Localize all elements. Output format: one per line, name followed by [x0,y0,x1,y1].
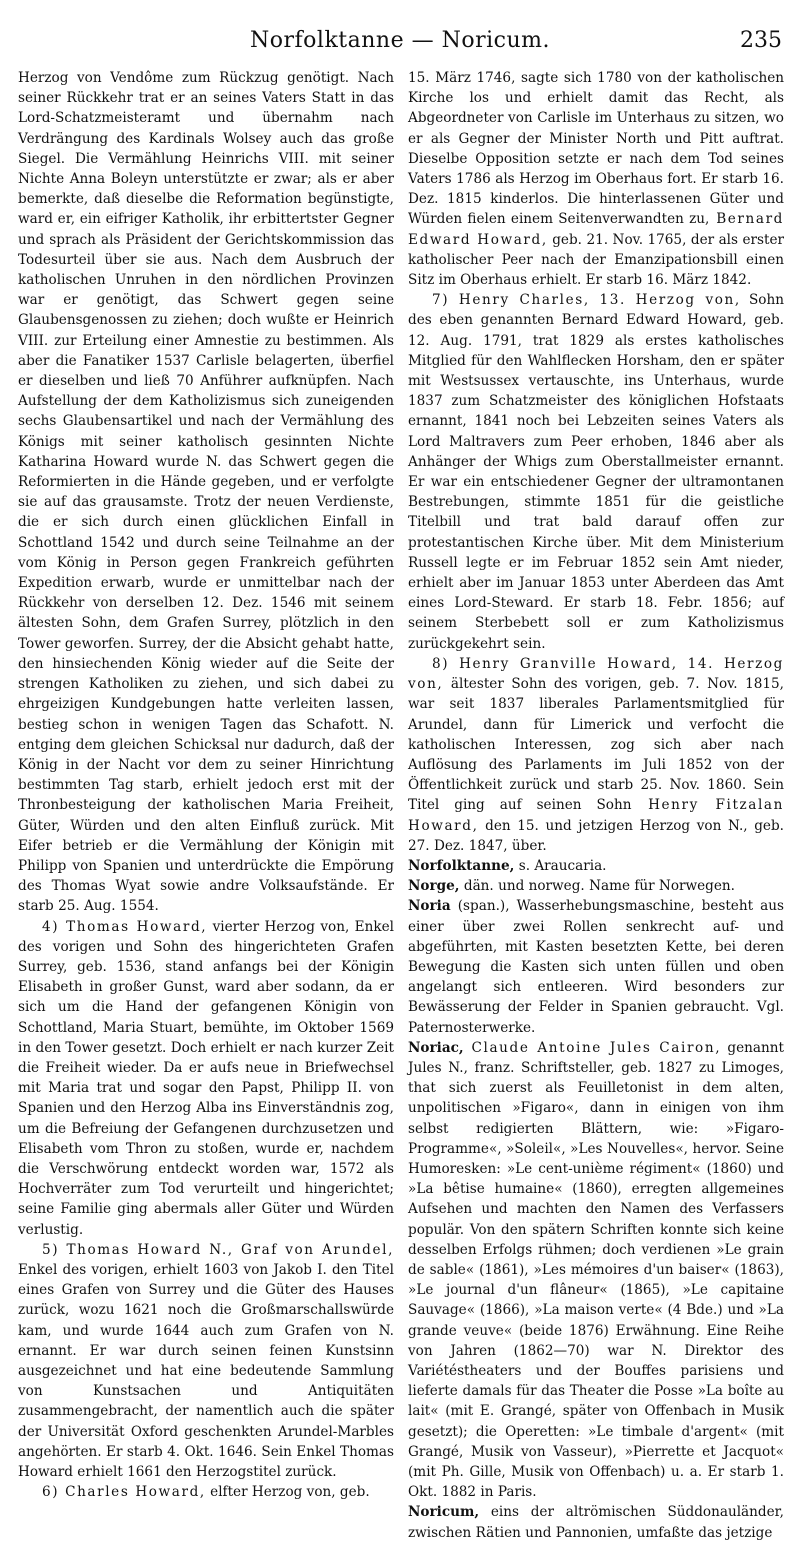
person-name: Bernard Edward Howard, [408,211,784,248]
page-number: 235 [740,28,782,53]
entry-text: (span.), Wasserhebungsmaschine, besteht aus einer über zwei Rollen senkrecht auf- und abgeführten, mit Kasten besetzten Kette, bei deren Bewegung die Kasten sich unten füllen und oben angelangt sich entleeren. Wird besonders zur Bewässerung der Felder in Spanien gebraucht. Vgl. Paternosterwerke. [408,898,784,1036]
person-name: 5) Thomas Howard N., Graf von Arundel, [42,1241,394,1258]
right-column [408,68,784,1543]
entry-text: dän. und norweg. Name für Norwegen. [459,878,736,895]
paragraph-text: Enkel des vorigen, erhielt 1603 von Jakob I. den Titel eines Grafen von Surrey und die Güter des Hauses zurück, wozu 1621 noch die Großmarschallswürde kam, und wurde 1644 auch zum Grafen von N. ernannt. Er war durch seinen feinen Kunstsinn ausgezeichnet und hat eine bedeutende Sammlung von Kunstsachen und Antiquitäten zusammengebracht, der namentlich auch die später der Universität Oxford geschenkten Arundel-Marbles angehörten. Er starb 4. Okt. 1646. Sein Enkel Thomas Howard erhielt 1661 den Herzogstitel zurück. [18,1261,394,1481]
entry-headword: Norge, [408,878,460,895]
entry-noriac [408,1038,784,1503]
entry-headword: Noricum, [408,1504,480,1521]
paragraph-thomas-howard-4 [18,917,394,1240]
person-name: 4) Thomas Howard, [42,918,208,935]
entry-text: eins der altrömischen Süddonauländer, zwischen Rätien und Pannonien, umfaßte das jetzige [408,1504,784,1541]
paragraph-text: ältester Sohn des vorigen, geb. 7. Nov. 1815, war seit 1837 liberales Parlamentsmitglied für Arundel, dann für Limerick und verfocht die katholischen Interessen, zog sich aber nach Auflösung des Parlaments im Juli 1852 von der Öffentlichkeit zurück und starb 25. Nov. 1860. Sein Titel ging auf seinen Sohn [408,676,784,814]
running-title: Norfolktanne — Noricum. [250,28,550,53]
person-name: 7) Henry Charles, 13. Herzog von, [432,292,741,309]
person-name: 8) Henry Granville Howard, 14. Herzog von, [408,655,784,693]
paragraph-charles-howard-6 [18,1482,394,1502]
paragraph-henry-charles-7 [408,290,784,654]
paragraph-henry-granville-8 [408,654,784,856]
entry-headword: Norfolktanne, [408,857,515,874]
entry-noria [408,896,784,1037]
entry-noricum [408,1502,784,1542]
paragraph-text: Enkel des vorigen und Sohn des hingerichteten Grafen Surrey, geb. 1536, stand anfangs bei der Königin Elisabeth in großer Gunst, ward aber sodann, da er sich um die Hand der gefangenen Königin von Schottland, Maria Stuart, bemühte, im Oktober 1569 in den Tower gesetzt. Doch erhielt er nach kurzer Zeit die Freiheit wieder. Da er aufs neue in Briefwechsel mit Maria trat und sogar den Papst, Philipp II. von Spanien und den Herzog Alba ins Einverständnis zog, um die Befreiung der Gefangenen durchzusetzen und Elisabeth vom Thron zu stoßen, wurde er, nachdem die Verschwörung entdeckt worden war, 1572 als Hochverräter zum Tod verurteilt und hingerichtet; seine Familie ging abermals aller Güter und Würden verlustig. [18,918,394,1238]
paragraph-continued [408,68,784,290]
paragraph-text: elfter Herzog von, geb. [205,1484,370,1501]
entry-headword: Noriac, [408,1039,464,1056]
entry-norfolktanne [408,856,784,876]
paragraph-continued: Herzog von Vendôme zum Rückzug genötigt. Nach seiner Rückkehr trat er an seines Vaters Statt in das Lord-Schatzmeisteramt und übernahm nach Verdrängung des Kardinals Wolsey auch das große Siegel. Die Vermählung Heinrichs VIII. mit seiner Nichte Anna Boleyn unterstützte er zwar; als er aber bemerkte, daß dieselbe die Reformation begünstigte, ward er, ein eifriger Katholik, ihr erbittertster Gegner und sprach als Präsident der Gerichtskommission das Todesurteil über sie aus. Nach dem Ausbruch der katholischen Unruhen in den nördlichen Provinzen war er genötigt, das Schwert gegen seine Glaubensgenossen zu ziehen; doch wußte er Heinrich VIII. zur Erteilung einer Amnestie zu bestimmen. Als aber die Fanatiker 1537 Carlisle belagerten, überfiel er dieselben und ließ 70 Anführer aufknüpfen. Nach Aufstellung der dem Katholizismus sich zuneigenden sechs Glaubensartikel und nach der Vermählung des Königs mit seiner katholisch gesinnten Nichte Katharina Howard wurde N. das Schwert gegen die Reformierten in die Hände gegeben, und er verfolgte sie auf das grausamste. Trotz der neuen Verdienste, die er sich durch einen glücklichen Einfall in Schottland 1542 und durch seine Teilnahme an der vom König in Person gegen Frankreich geführten Expedition erwarb, wurde er unmittelbar nach der Rückkehr von derselben 12. Dez. 1546 mit seinem ältesten Sohn, dem Grafen Surrey, plötzlich in den Tower geworfen. Surrey, der die Absicht gehabt hatte, den hinsiechenden König wieder auf die Seite der strengen Katholiken zu ziehen, und sich dabei zu ehrgeizigen Kundgebungen hatte verleiten lassen, bestieg schon in wenigen Tagen das Schafott. N. entging dem gleichen Schicksal nur dadurch, daß der König in der Nacht vor dem zu seiner Hinrichtung bestimmten Tag starb, erhielt jedoch erst mit der Thronbesteigung der katholischen Maria Freiheit, Güter, Würden und den alten Einfluß zurück. Mit Eifer betrieb er die Vermählung der Königin mit Philipp von Spanien und unterdrückte die Empörung des Thomas Wyat sowie andre Volksaufstände. Er starb 25. Aug. 1554. [18,70,394,915]
text-columns [18,68,784,1543]
person-name: 6) Charles Howard, [42,1484,206,1501]
entry-text: genannt Jules N., franz. Schriftsteller, geb. 1827 zu Limoges, that sich zuerst als Feuilletonist in dem alten, unpolitischen »Figaro«, dann in einigen von ihm selbst redigierten Blättern, wie: »Figaro-Programme«, »Soleil«, »Les Nouvelles«, hervor. Seine Humoresken: »Le cent-unième régiment« (1860) und »La bêtise humaine« (1860), erregten allgemeines Aufsehen und machten den Namen des Verfassers populär. Von den spätern Schriften konnte sich keine desselben Erfolgs rühmen; doch verdienen »Le grain de sable« (1861), »Les mémoires d'un baiser« (1863), »Le journal d'un flâneur« (1865), »Le capitaine Sauvage« (1866), »La maison verte« (4 Bde.) und »La grande veuve« (beide 1876) Erwähnung. Eine Reihe von Jahren (1862—70) war N. Direktor des Variétéstheaters und der Bouffes parisiens und lieferte damals für das Theater die Posse »La boîte au lait« (mit E. Grangé, später von Offenbach in Musik gesetzt); die Operetten: »Le timbale d'argent« (mit Grangé, Musik von Vasseur), »Pierrette et Jacquot« (mit Ph. Gille, Musik von Offenbach) u. a. Er starb 1. Okt. 1882 in Paris. [408,1039,784,1501]
left-column [18,68,394,1543]
person-name: Henry Fitzalan Howard, [408,797,784,834]
entry-headword: Noria [408,898,451,915]
page-header [18,28,782,58]
paragraph-thomas-howard-5 [18,1240,394,1482]
paragraph-text: den 15. und jetzigen Herzog von N., geb. 27. Dez. 1847, über. [408,817,784,854]
entry-text: s. Araucaria. [514,857,607,874]
paragraph-text: Sohn des eben genannten Bernard Edward Howard, geb. 12. Aug. 1791, trat 1829 als erstes katholisches Mitglied für den Wahlflecken Horsham, den er später mit Westsussex vertauschte, ins Unterhaus, wurde 1837 zum Schatzmeister des königlichen Hofstaats ernannt, 1841 noch bei Lebzeiten seines Vaters als Lord Maltravers zum Peer erhoben, 1846 aber als Anhänger der Whigs zum Oberstallmeister ernannt. Er war ein entschiedener Gegner der ultramontanen Bestrebungen, stimmte 1851 für die geistliche Titelbill und trat bald darauf offen zur protestantischen Kirche über. Mit dem Ministerium Russell legte er im Februar 1852 sein Amt nieder, erhielt aber im Januar 1853 unter Aberdeen das Amt eines Lord-Steward. Er starb 18. Febr. 1856; auf seinem Sterbebett soll er zum Katholizismus zurückgekehrt sein. [408,292,784,652]
entry-norge [408,876,784,896]
person-title: vierter Herzog von, [207,918,350,935]
paragraph-text: 15. März 1746, sagte sich 1780 von der katholischen Kirche los und erhielt damit das Recht, als Abgeordneter von Carlisle im Unterhaus zu sitzen, wo er als Gegner der Minister North und Pitt auftrat. Dieselbe Opposition setzte er nach dem Tod seines Vaters 1786 als Herzog im Oberhaus fort. Er starb 16. Dez. 1815 kinderlos. Die hinterlassenen Güter und Würden fielen einem Seitenverwandten zu, [408,70,784,228]
person-name: Claude Antoine Jules Cairon, [463,1039,722,1056]
paragraph-text: geb. 21. Nov. 1765, der als erster katholischer Peer nach der Emanzipationsbill einen Sitz im Oberhaus erhielt. Er starb 16. März 1842. [408,231,785,289]
